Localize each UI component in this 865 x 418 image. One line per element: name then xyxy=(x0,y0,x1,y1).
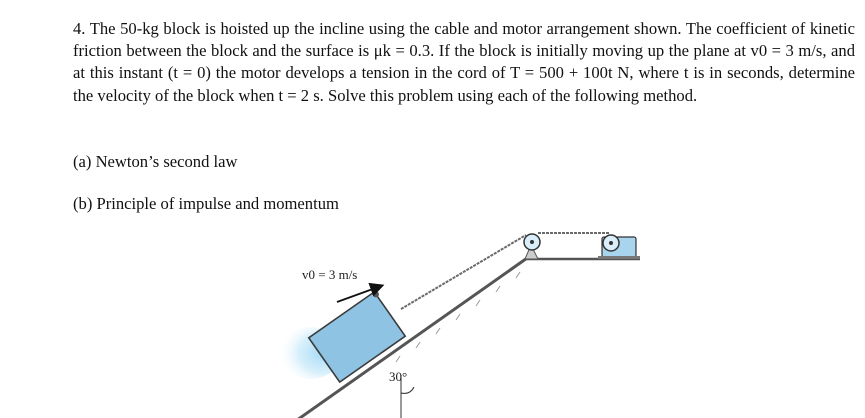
velocity-label: v0 = 3 m/s xyxy=(302,267,358,282)
incline-hatching xyxy=(396,272,520,362)
part-a-label: (a) Newton’s second law xyxy=(73,152,238,171)
angle-label: 30° xyxy=(389,369,408,384)
incline-figure xyxy=(280,225,660,418)
pulley-axle xyxy=(530,240,534,244)
problem-statement xyxy=(73,18,855,107)
incline-diagram xyxy=(280,225,660,418)
problem-text: 4. The 50-kg block is hoisted up the incline using the cable and motor arrangement shown. The coefficient of kinetic friction between the block and the surface is μk = 0.3. If the block is initially moving up the plane at v0 = 3 m/s, and at this instant (t = 0) the motor develops a tension in the cord of T = 500 + 100t N, where t is in seconds, determine the velocity of the block when t = 2 s. Solve this problem using each of the following method. xyxy=(73,19,855,105)
part-b-label: (b) Principle of impulse and momentum xyxy=(73,194,339,213)
angle-arc xyxy=(401,387,414,393)
motor-icon xyxy=(598,235,640,259)
